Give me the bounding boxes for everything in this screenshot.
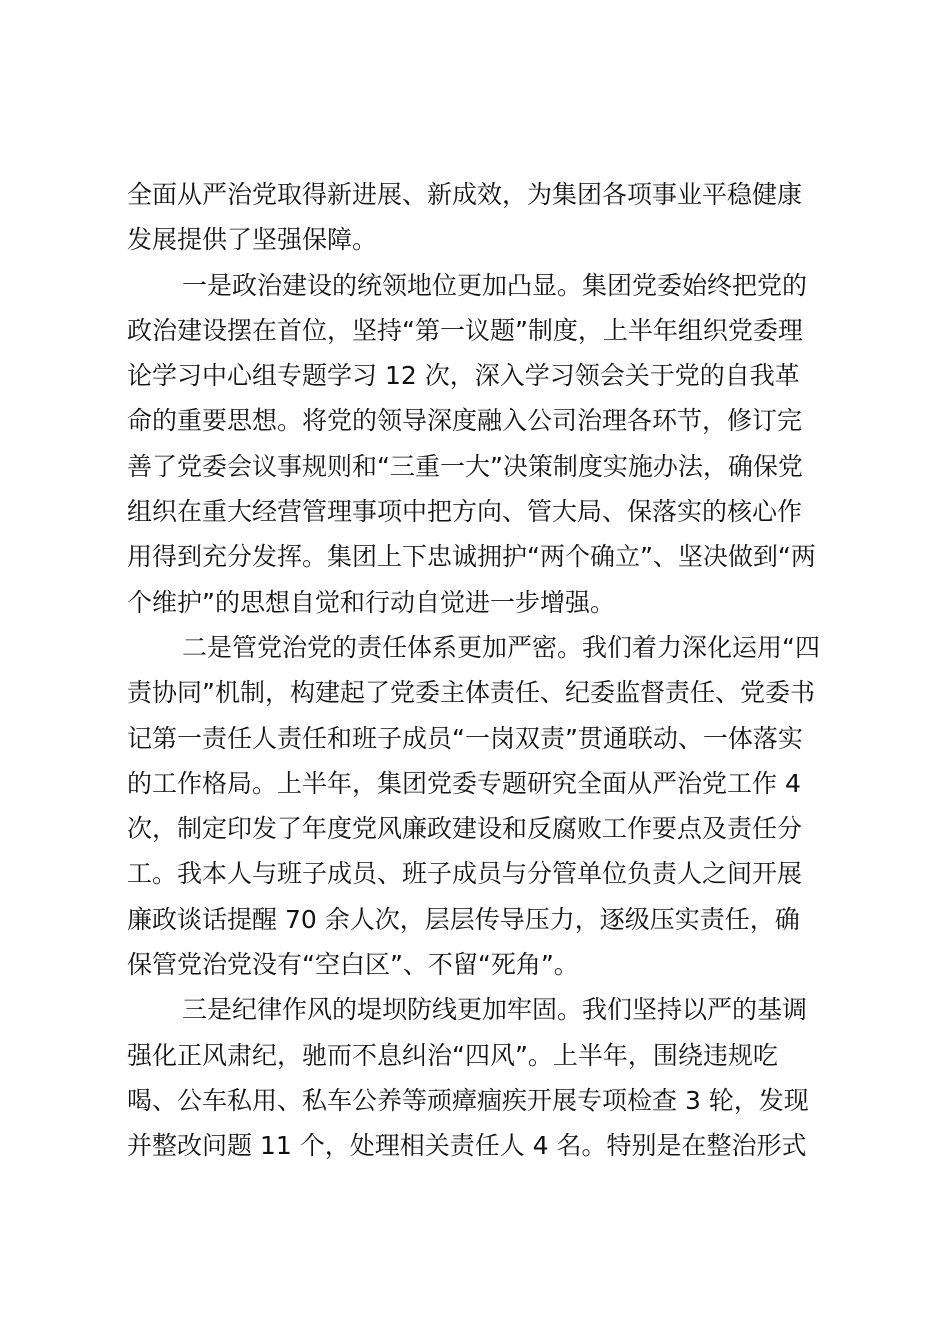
text-line: 记第一责任人责任和班子成员“一岗双责”贯通联动、一体落实 [127,723,803,753]
text-line: 廉政谈话提醒 70 余人次，层层传导压力，逐级压实责任，确 [127,904,800,934]
text-line: 用得到充分发挥。集团上下忠诚拥护“两个确立”、坚决做到“两 [127,542,816,572]
text-line: 命的重要思想。将党的领导深度融入公司治理各环节，修订完 [127,406,803,436]
text-line: 次，制定印发了年度党风廉政建设和反腐败工作要点及责任分 [127,814,803,844]
text-line: 个维护”的思想自觉和行动自觉进一步增强。 [127,587,615,617]
text-line: 工。我本人与班子成员、班子成员与分管单位负责人之间开展 [127,859,803,889]
text-line: 强化正风肃纪，驰而不息纠治“四风”。上半年，围绕违规吃 [127,1040,778,1070]
text-line: 的工作格局。上半年，集团党委专题研究全面从严治党工作 4 [127,768,801,798]
text-line: 责协同”机制，构建起了党委主体责任、纪委监督责任、党委书 [127,678,815,708]
text-line: 发展提供了坚强保障。 [127,225,378,255]
text-line: 保管党治党没有“空白区”、不留“死角”。 [127,950,579,980]
text-line: 论学习中心组专题学习 12 次，深入学习领会关于党的自我革 [127,361,800,391]
text-line: 政治建设摆在首位，坚持“第一议题”制度，上半年组织党委理 [127,315,803,345]
text-line: 全面从严治党取得新进展、新成效，为集团各项事业平稳健康 [127,180,803,209]
body-text [127,172,827,1169]
text-line: 组织在重大经营管理事项中把方向、管大局、保落实的核心作 [127,497,803,527]
text-line: 喝、公车私用、私车公养等顽瘴痼疾开展专项检查 3 轮，发现 [127,1085,809,1115]
paragraph-start-line: 二是管党治党的责任体系更加严密。我们着力深化运用“四 [182,632,820,662]
paragraph-start-line: 三是纪律作风的堤坝防线更加牢固。我们坚持以严的基调 [182,995,808,1025]
paragraph-start-line: 一是政治建设的统领地位更加凸显。集团党委始终把党的 [182,270,808,300]
text-line: 并整改问题 11 个，处理相关责任人 4 名。特别是在整治形式 [127,1131,807,1161]
text-line: 善了党委会议事规则和“三重一大”决策制度实施办法，确保党 [127,451,803,481]
